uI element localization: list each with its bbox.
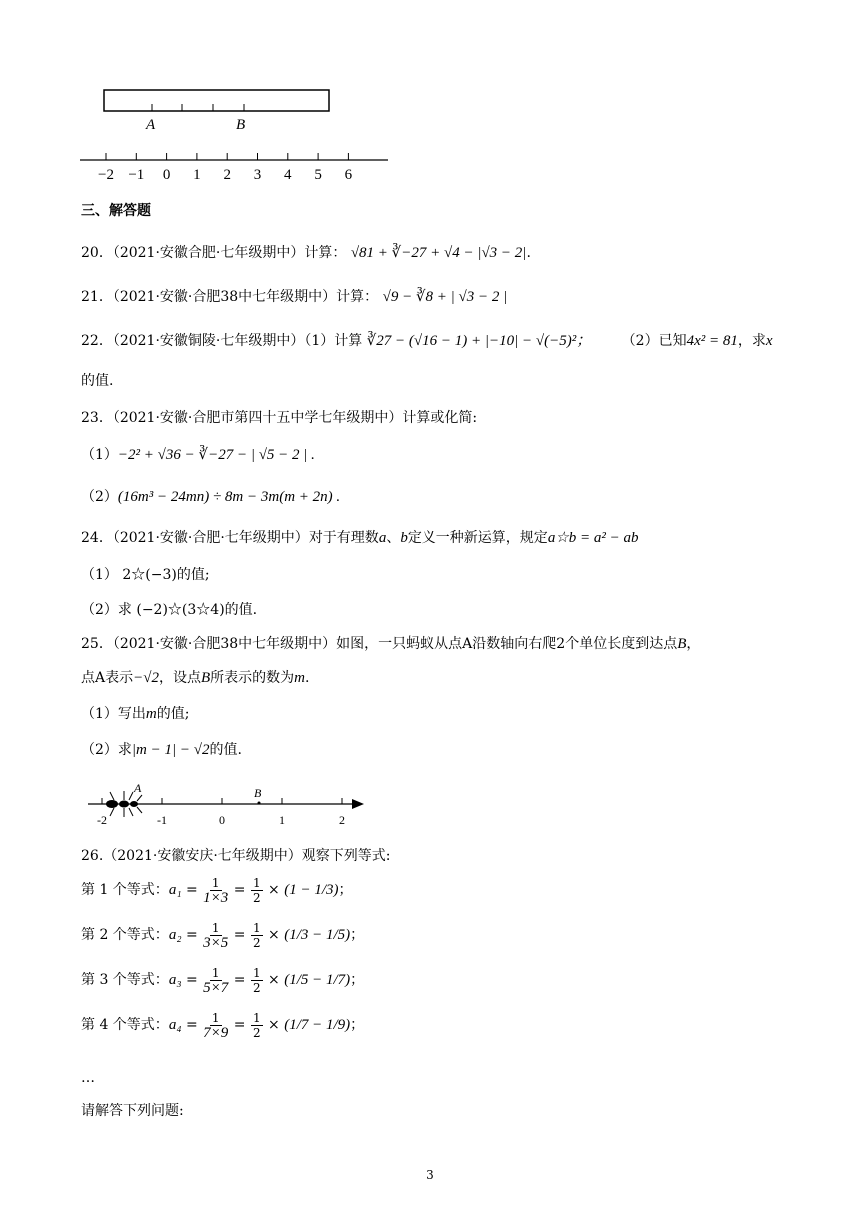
ant-tick-label: 0: [219, 813, 225, 827]
question-23: 23．（2021·安徽·合肥市第四十五中学七年级期中）计算或化简:: [81, 410, 478, 426]
top-tick-label: 0: [162, 167, 171, 183]
question-24: 24．（2021·安徽·合肥·七年级期中）对于有理数a、b定义一种新运算，规定a☆b = a² − ab: [81, 530, 639, 546]
question-24-part1: （1） 2☆(−3)的值;: [81, 567, 210, 583]
question-25-part1: （1）写出m的值;: [81, 706, 190, 722]
question-22-cont: 的值.: [81, 373, 114, 389]
top-tick-label: 5: [314, 167, 322, 183]
ant-number-line-figure: [84, 782, 374, 830]
question-25: 25．（2021·安徽·合肥38中七年级期中）如图，一只蚂蚁从点A沿数轴向右爬2个单位长度到达点B，: [81, 636, 701, 652]
ant-tick-label: 1: [279, 813, 285, 827]
q20-expression: √81 + ∛−27 + √4 − |√3 − 2|: [350, 245, 527, 261]
ruler-point-a: A: [146, 117, 156, 133]
ruler-number-line-figure: [76, 84, 396, 184]
ant-point-a: A: [134, 782, 142, 795]
section-title: 三、解答题: [81, 203, 151, 219]
q26-equation-row: 第 1 个等式：a₁ = $\frac{1}{1\times 3}$ = $\frac{1}{2}$ × (1 − 1/3)；: [81, 875, 353, 906]
top-tick-label: −2: [98, 167, 114, 183]
ant-point-b: B: [254, 786, 262, 800]
top-tick-label: 6: [344, 167, 353, 183]
question-22: 22．（2021·安徽铜陵·七年级期中）（1）计算 ∛27 − (√16 − 1) + |−10| − √(−5)²； （2）已知4x² = 81，求x: [81, 333, 773, 349]
ruler-point-b: B: [236, 117, 246, 133]
ant-tick-label: 2: [339, 813, 345, 827]
q26-equation-row: 第 2 个等式：a₂ = $\frac{1}{3\times 5}$ = $\frac{1}{2}$ × (1/3 − 1/5)；: [81, 920, 365, 951]
top-tick-label: −1: [128, 167, 145, 183]
q26-equation-row: 第 3 个等式：a₃ = $\frac{1}{5\times 7}$ = $\frac{1}{2}$ × (1/5 − 1/7)；: [81, 965, 365, 996]
top-tick-label: 1: [193, 167, 201, 183]
question-25-part2: （2）求|m − 1| − √2的值.: [81, 742, 242, 758]
q26-ellipsis: …: [81, 1070, 95, 1086]
question-23-part1: （1）−2² + √36 − ∛−27 − | √5 − 2 | .: [81, 447, 315, 463]
question-23-part2: （2）(16m³ − 24mn) ÷ 8m − 3m(m + 2n) .: [81, 489, 341, 505]
q26-final: 请解答下列问题:: [81, 1103, 184, 1119]
top-tick-label: 2: [223, 167, 231, 183]
question-20: 20．（2021·安徽合肥·七年级期中）计算： √81 + ∛−27 + √4 − |√3 − 2|.: [81, 245, 531, 261]
ant-tick-label: -2: [97, 813, 107, 827]
top-tick-label: 4: [284, 167, 292, 183]
q22-expression: ∛27 − (√16 − 1) + |−10| − √(−5)²；: [366, 333, 592, 349]
question-24-part2: （2）求 (−2)☆(3☆4)的值.: [81, 602, 258, 618]
question-25-line2: 点A表示−√2，设点B所表示的数为m.: [81, 670, 310, 686]
question-26: 26.（2021·安徽安庆·七年级期中）观察下列等式:: [81, 848, 391, 864]
q21-expression: √9 − ∛8 + | √3 − 2 |: [382, 289, 508, 305]
page-number: 3: [426, 1168, 434, 1182]
q26-equation-row: 第 4 个等式：a₄ = $\frac{1}{7\times 9}$ = $\frac{1}{2}$ × (1/7 − 1/9)；: [81, 1010, 365, 1041]
ant-tick-label: -1: [157, 813, 167, 827]
top-tick-label: 3: [253, 167, 262, 183]
question-21: 21．（2021·安徽·合肥38中七年级期中）计算： √9 − ∛8 + | √3 − 2 |: [81, 289, 508, 305]
